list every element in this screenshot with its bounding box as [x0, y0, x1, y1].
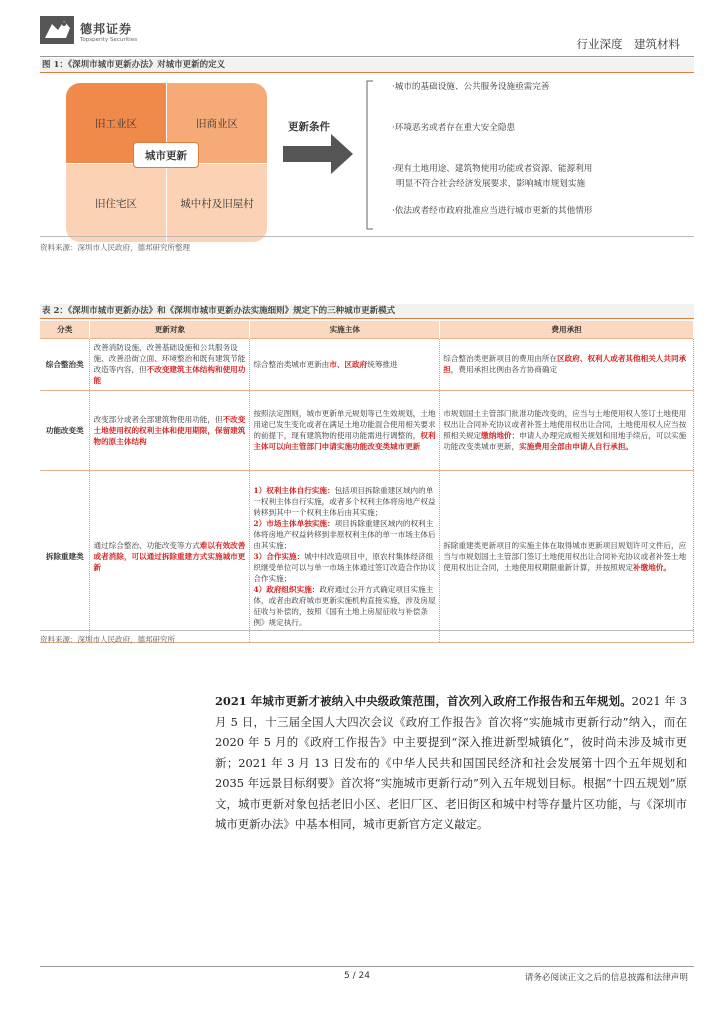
category-cell: 功能改变类 [40, 390, 90, 470]
table-header-row [40, 321, 694, 338]
header-divider [40, 56, 694, 57]
bracket-icon [366, 80, 374, 230]
column-header: 更新对象 [90, 321, 250, 338]
urban-renewal-modes-table [40, 321, 694, 643]
category-cell: 综合整治类 [40, 338, 90, 390]
column-header: 费用承担 [440, 321, 694, 338]
condition-item-cont: 明显不符合社会经济发展要求，影响城市规划实施 [396, 179, 586, 189]
subject-cell: 按照法定图则，城市更新单元规划等已生效规划，土地用途已发生变化或者在满足土地功能混合使用相关要求的前提下，现有建筑物的使用功能需进行调整的，权利主体可以向主管部门申请实施功能改变类城市更新 [250, 390, 440, 470]
condition-item: ·城市的基础设施、公共服务设施亟需完善 [392, 82, 550, 92]
page-header [40, 14, 690, 54]
category-cell: 拆除重建类 [40, 470, 90, 642]
subject-cell: 综合整治类城市更新由市、区政府统筹推进 [250, 338, 440, 390]
company-logo-icon [40, 16, 74, 44]
quadrant-old-commercial: 旧商业区 [167, 83, 267, 163]
table-source: 资料来源：深圳市人民政府，德邦研究所 [40, 635, 175, 644]
disclaimer: 请务必阅读正文之后的信息披露和法律声明 [524, 973, 688, 983]
condition-item: ·现有土地用途、建筑物使用功能或者资源、能源利用 [392, 164, 593, 174]
quadrant-old-residential: 旧住宅区 [66, 164, 166, 242]
fee-cell: 综合整治类更新项目的费用由所在区政府、权利人或者其他相关人共同承担，费用承担比例由各方协商确定 [440, 338, 694, 390]
body-paragraph [215, 691, 687, 835]
object-cell: 通过综合整治、功能改变等方式难以有效改善或者消除，可以通过拆除重建方式实施城市更新 [90, 470, 250, 642]
table-row [40, 470, 694, 642]
object-cell: 改变部分或者全部建筑物使用功能，但不改变土地使用权的权利主体和使用期限，保留建筑物的原主体结构 [90, 390, 250, 470]
subject-cell: 1）权利主体自行实施：包括项目拆除重建区域内的单一权利主体自行实施，或者多个权利主体将房地产权益转移到其中一个权利主体后由其实施； 2）市场主体单独实施：项目拆除重建区域内的权利主体将房地产权益转移到非原权利主体的单一市场主体后由其实施； 3）合作实施：城中村改造项目中，原农村集体经济组织继受单位可以与单一市场主体通过签订改造合作协议合作实施； 4）政府组织实施：政府通过公开方式确定项目实施主体，或者由政府城市更新实施机构直接实施，涉及房屋征收与补偿的，按照《国有土地上房屋征收与补偿条例》规定执行。 [250, 470, 440, 642]
table-row [40, 338, 694, 390]
company-name: 德邦证券 [80, 22, 133, 36]
table-title: 表 2：《深圳市城市更新办法》和《深圳市城市更新办法实施细则》规定下的三种城市更新模式 [40, 304, 694, 319]
table-row [40, 390, 694, 470]
column-header: 分类 [40, 321, 90, 338]
footer-divider [40, 966, 694, 967]
page-number: 5 / 24 [344, 971, 370, 981]
fee-cell: 市规划国土主管部门批准功能改变的，应当与土地使用权人签订土地使用权出让合同补充协议或者补签土地使用权出让合同，土地使用权人应当按照相关规定缴纳地价；申请人办理完成相关规划和用地手续后，可以实施功能改变类城市更新，实施费用全部由申请人自行承担。 [440, 390, 694, 470]
condition-item: ·依法或者经市政府批准应当进行城市更新的其他情形 [392, 206, 593, 216]
arrow-right-icon [283, 134, 353, 174]
company-name-en: Topsperity Securities [80, 37, 138, 43]
source-divider [40, 236, 694, 237]
paragraph-body: 2021 年 3 月 5 日，十三届全国人大四次会议《政府工作报告》首次将“实施城市更新行动”纳入，而在 2020 年 5 月的《政府工作报告》中主要提到“深入推进新型城镇化”，彼时尚未涉及城市更新；2021 年 3 月 13 日发布的《中华人民共和国国民经济和社会发展第十四个五年规划和 2035 年远景目标纲要》首次将“实施城市更新行动”列入五年规划目标。根据“十四五规划”原文，城市更新对象包括老旧小区、老旧厂区、老旧街区和城中村等存量片区功能，与《深圳市城市更新办法》中基本相同，城市更新官方定义敲定。 [215, 694, 687, 831]
condition-item: ·环境恶劣或者存在重大安全隐患 [392, 123, 516, 133]
column-header: 实施主体 [250, 321, 440, 338]
paragraph-lead: 2021 年城市更新才被纳入中央级政策范围，首次列入政府工作报告和五年规划。 [215, 694, 632, 708]
condition-label: 更新条件 [288, 121, 330, 133]
quadrant-urban-village: 城中村及旧屋村 [167, 164, 267, 242]
figure-source: 资料来源：深圳市人民政府，德邦研究所整理 [40, 243, 190, 252]
report-section: 行业深度 建筑材料 [576, 37, 680, 51]
figure-title: 图 1：《深圳市城市更新办法》对城市更新的定义 [40, 58, 694, 73]
quadrant-old-industrial: 旧工业区 [66, 83, 166, 163]
source-divider [40, 630, 694, 631]
object-cell: 改善消防设施、改善基础设施和公共服务设施、改善沿街立面、环境整治和既有建筑节能改造等内容，但不改变建筑主体结构和使用功能 [90, 338, 250, 390]
center-label: 城市更新 [133, 142, 199, 168]
fee-cell: 拆除重建类更新项目的实施主体在取得城市更新项目规划许可文件后，应当与市规划国土主管部门签订土地使用权出让合同补充协议或者补签土地使用权出让合同，土地使用权期限重新计算，并按照规定补缴地价。 [440, 470, 694, 642]
